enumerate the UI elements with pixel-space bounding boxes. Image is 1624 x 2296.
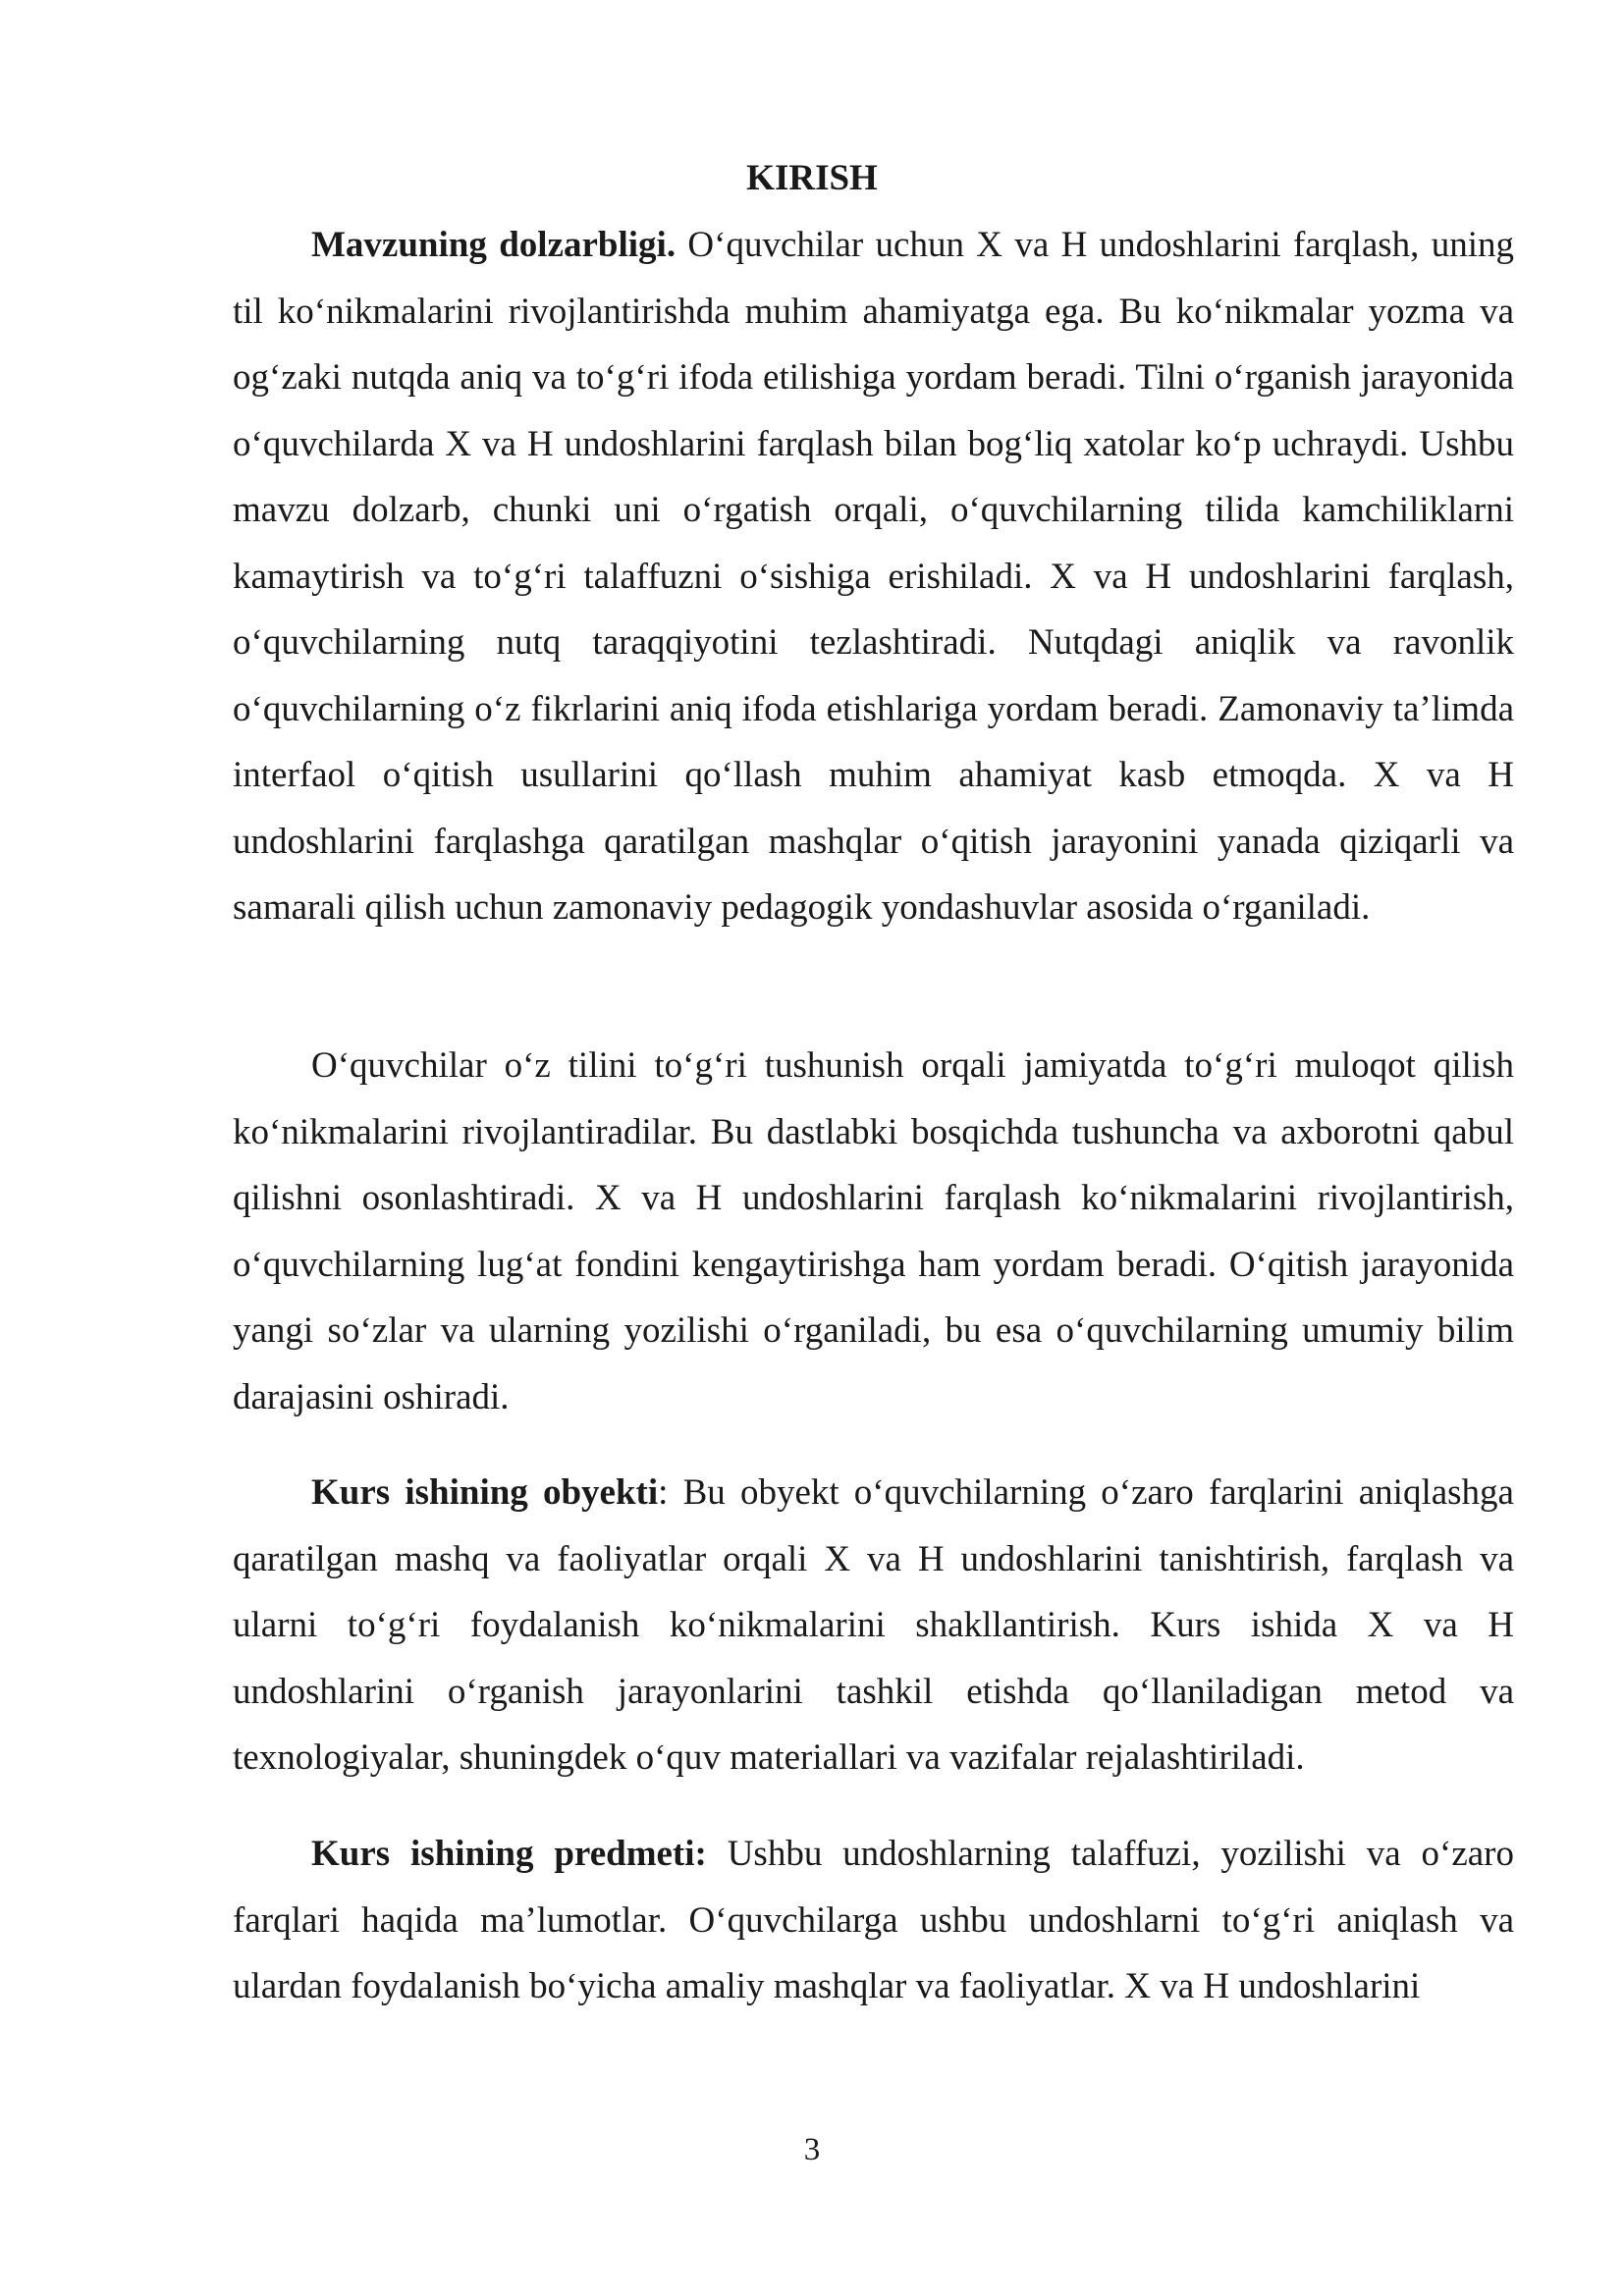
- paragraph-lead: Mavzuning dolzarbligi.: [311, 225, 677, 265]
- paragraph-text: : Bu obyekt o‘quvchilarning o‘zaro farqlarini aniqlashga qaratilgan mashq va faoliyatlar orqali X va H undoshlarini tanishtirish, farqlash va ularni to‘g‘ri foydalanish ko‘nikmalarini shakllantirish. Kurs ishida X va H undoshlarini o‘rganish jarayonlarini tashkil etishda qo‘llaniladigan metod va texnologiyalar, shuningdek o‘quv materiallari va vazifalar rejalashtiriladi.: [233, 1472, 1514, 1778]
- paragraph-lead: Kurs ishining obyekti: [311, 1472, 659, 1513]
- paragraph-relevance: [233, 212, 1514, 941]
- paragraph-subject: [233, 1821, 1514, 2020]
- paragraph-object: [233, 1460, 1514, 1791]
- paragraph-text: O‘quvchilar uchun X va H undoshlarini farqlash, uning til ko‘nikmalarini rivojlantirishda muhim ahamiyatga ega. Bu ko‘nikmalar yozma va og‘zaki nutqda aniq va to‘g‘ri ifoda etilishiga yordam beradi. Tilni o‘rganish jarayonida o‘quvchilarda X va H undoshlarini farqlash bilan bog‘liq xatolar ko‘p uchraydi. Ushbu mavzu dolzarb, chunki uni o‘rgatish orqali, o‘quvchilarning tilida kamchiliklarni kamaytirish va to‘g‘ri talaffuzni o‘sishiga erishiladi. X va H undoshlarini farqlash, o‘quvchilarning nutq taraqqiyotini tezlashtiradi. Nutqdagi aniqlik va ravonlik o‘quvchilarning o‘z fikrlarini aniq ifoda etishlariga yordam beradi. Zamonaviy ta’limda interfaol o‘qitish usullarini qo‘llash muhim ahamiyat kasb etmoqda. X va H undoshlarini farqlashga qaratilgan mashqlar o‘qitish jarayonini yanada qiziqarli va samarali qilish uchun zamonaviy pedagogik yondashuvlar asosida o‘rganiladi.: [233, 225, 1515, 928]
- paragraph-text: O‘quvchilar o‘z tilini to‘g‘ri tushunish orqali jamiyatda to‘g‘ri muloqot qilish ko‘nikmalarini rivojlantiradilar. Bu dastlabki bosqichda tushuncha va axborotni qabul qilishni osonlashtiradi. X va H undoshlarini farqlash ko‘nikmalarini rivojlantirish, o‘quvchilarning lug‘at fondini kengaytirishga ham yordam beradi. O‘qitish jarayonida yangi so‘zlar va ularning yozilishi o‘rganiladi, bu esa o‘quvchilarning umumiy bilim darajasini oshiradi.: [233, 1045, 1514, 1417]
- paragraph-text: Ushbu undoshlarning talaffuzi, yozilishi va o‘zaro farqlari haqida ma’lumotlar. O‘quvchilarga ushbu undoshlarni to‘g‘ri aniqlash va ulardan foydalanish bo‘yicha amaliy mashqlar va faoliyatlar. X va H undoshlarini: [233, 1834, 1514, 2006]
- page-number: 3: [803, 2132, 821, 2167]
- section-heading: KIRISH: [746, 158, 878, 198]
- paragraph-lead: Kurs ishining predmeti:: [311, 1834, 707, 1874]
- paragraph-communication: [233, 1033, 1514, 1430]
